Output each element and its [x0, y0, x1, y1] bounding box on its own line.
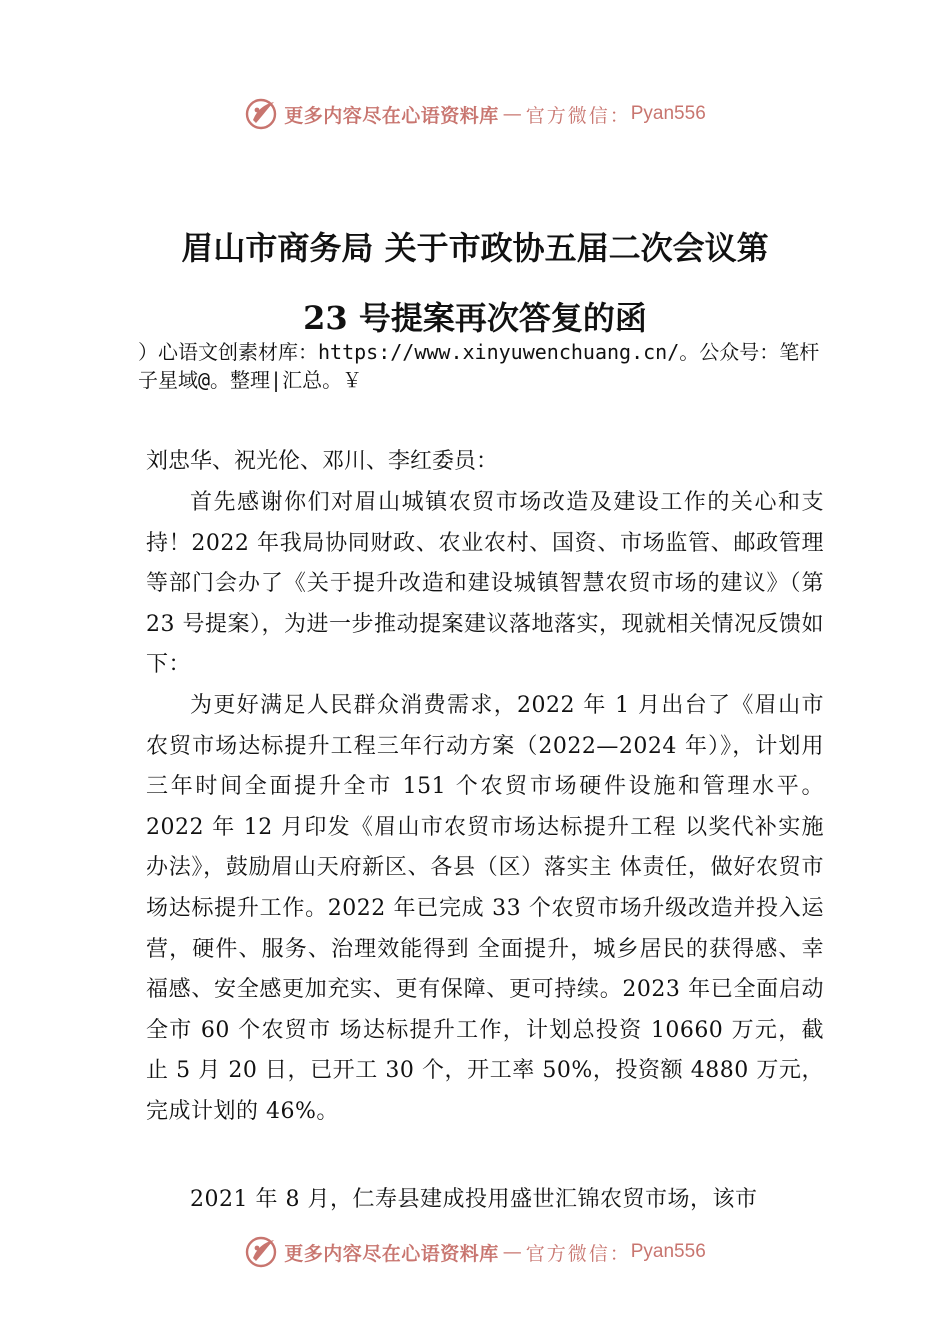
body-paragraph: 为更好满足人民群众消费需求，2022 年 1 月出台了《眉山市农贸市场达标提升工程三年行动方案（2022—2024 年）》，计划用三年时间全面提升全市 151 个农贸市场硬件设施和管理水平。2022 年 12 月印发《眉山市农贸市场达标提升工程 以奖代补实施办法》，鼓励眉山天府新区、各县（区）落实主 体责任，做好农贸市场达标提升工作。2022 年已完成 33 个农贸市场升级改造并投入运营，硬件、服务、治理效能得到 全面提升，城乡居民的获得感、幸福感、安全感更加充实、更有保障、更可持续。2023 年已全面启动全市 60 个农贸市 场达标提升工作，计划总投资 10660 万元，截止 5 月 20 日，已开工 30 个，开工率 50%，投资额 4880 万元，完成计划的 46%。	[146, 693, 824, 1124]
xinyu-brush-logo-icon	[244, 96, 280, 132]
watermark-separator: —	[502, 103, 522, 125]
xinyu-brush-logo-icon	[244, 1234, 280, 1270]
watermark-wechat-id: Pyan556	[630, 103, 706, 124]
watermark-separator: —	[502, 1241, 522, 1263]
watermark-brand: 更多内容尽在心语资料库	[284, 104, 499, 127]
salutation: 刘忠华、祝光伦、邓川、李红委员：	[146, 449, 499, 474]
source-note: ）心语文创素材库：https://www.xinyuwenchuang.cn/。公众号：笔杆子星域@。整理|汇总。￥	[138, 340, 820, 392]
watermark-wechat-id: Pyan556	[630, 1241, 706, 1262]
watermark-wechat-label: 官方微信：	[525, 1242, 631, 1265]
body-paragraph: 首先感谢你们对眉山城镇农贸市场改造及建设工作的关心和支持！2022 年我局协同财政、农业农村、国资、市场监管、邮政管理等部门会办了《关于提升改造和建设城镇智慧农贸市场的建议》（第 23 号提案），为进一步推动提案建议落地落实，现就相关情况反馈如下：	[146, 490, 824, 678]
document-title-line-1: 眉山市商务局 关于市政协五届二次会议第	[181, 229, 769, 267]
watermark-wechat-label: 官方微信：	[525, 104, 631, 127]
watermark-header	[0, 92, 950, 136]
body-paragraph: 2021 年 8 月，仁寿县建成投用盛世汇锦农贸市场，该市	[190, 1187, 758, 1212]
document-title-line-2: 23 号提案再次答复的函	[303, 299, 647, 337]
watermark-brand: 更多内容尽在心语资料库	[284, 1242, 499, 1265]
watermark-footer	[0, 1230, 950, 1274]
